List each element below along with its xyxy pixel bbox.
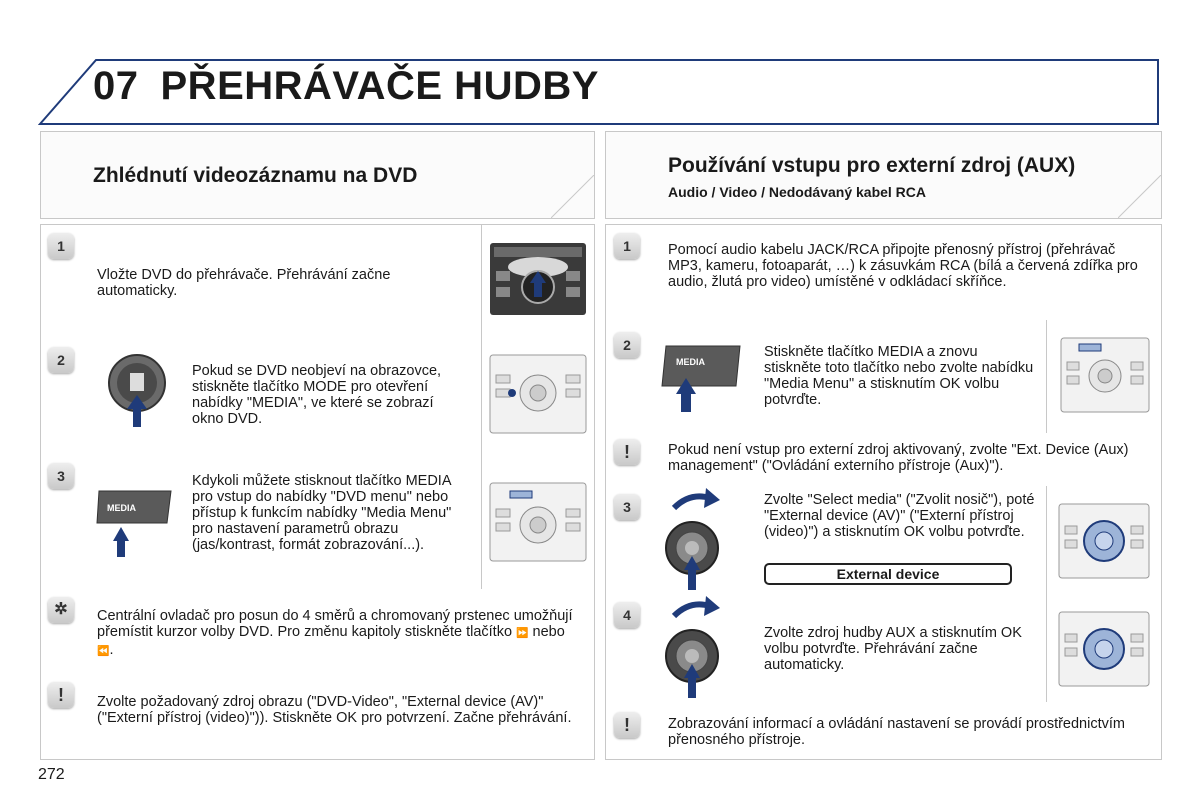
radio-panel-icon [1047, 486, 1161, 594]
radio-media-illustration [481, 453, 594, 589]
radio-eject-icon [482, 225, 594, 336]
page-number: 272 [38, 766, 65, 783]
radio-media-illustration [1046, 320, 1161, 433]
step-text: Pomocí audio kabelu JACK/RCA připojte přenosný přístroj (přehrávač MP3, kameru, fotoaparát, …) k zásuvkám RCA (bílá a červená zdířka pro audio, žlutá pro video) umístěné v odkládací skříňce. [668, 242, 1138, 290]
step-badge: 3 [48, 463, 74, 489]
right-step-2 [605, 320, 1162, 434]
radio-panel-icon [1047, 594, 1161, 702]
step-text: Pokud se DVD neobjeví na obrazovce, stiskněte tlačítko MODE pro otevření nabídky "MEDIA", ve které se zobrazí okno DVD. [192, 363, 442, 427]
radio-panel-icon [482, 335, 594, 453]
step-text: Zvolte "Select media" ("Zvolit nosič"), poté "External device (AV)" ("Externí přístroj (video)") a stisknutím OK volbu potvrďte. [764, 492, 1035, 540]
step-text: Kdykoli můžete stisknout tlačítko MEDIA pro vstup do nabídky "DVD menu" nebo přístup k funkcím nabídky "Media Menu" pro nastavení parametrů obrazu (jas/kontrast, formát zobrazování...). [192, 473, 452, 553]
step-badge: 1 [614, 233, 640, 259]
warning-icon: ! [614, 712, 640, 738]
media-button-icon [95, 489, 175, 559]
header-corner-decoration [551, 175, 594, 218]
mode-button-icon [105, 347, 175, 431]
right-section-title: Používání vstupu pro externí zdroj (AUX) [668, 154, 1076, 177]
right-step-3 [605, 486, 1162, 595]
step-text: Stiskněte tlačítko MEDIA a znovu stiskněte toto tlačítko nebo zvolte nabídku "Media Menu" a stisknutím OK volbu potvrďte. [764, 344, 1034, 408]
media-button-icon [660, 344, 744, 414]
radio-panel-icon [482, 453, 594, 589]
right-warning-1 [605, 433, 1162, 487]
step-badge: 1 [48, 233, 74, 259]
media-button-label: MEDIA [676, 357, 705, 367]
radio-mode-illustration [481, 335, 594, 453]
left-warning [40, 670, 595, 760]
tip-text-part: Centrální ovladač pro posun do 4 směrů a chromovaný prstenec umožňují přemístit kurzor volby DVD. Pro změnu kapitoly stiskněte tlačítko [97, 608, 573, 640]
warning-icon: ! [614, 439, 640, 465]
step-badge: 3 [614, 494, 640, 520]
left-step-3 [40, 453, 595, 590]
warning-text: Zobrazování informací a ovládání nastavení se provádí prostřednictvím přenosného přístroje. [668, 716, 1125, 748]
warning-icon: ! [48, 682, 74, 708]
tip-text-part: . [109, 642, 114, 658]
tip-sun-icon: ✲ [48, 597, 74, 623]
right-section-subtitle: Audio / Video / Nedodávaný kabel RCA [668, 184, 927, 200]
step-text: Zvolte zdroj hudby AUX a stisknutím OK volbu potvrďte. Přehrávání začne automaticky. [764, 625, 1022, 673]
step-badge: 2 [48, 347, 74, 373]
tip-text [97, 608, 582, 660]
warning-text: Zvolte požadovaný zdroj obrazu ("DVD-Video", "External device (AV)" ("Externí přístroj (video)")). Stiskněte OK pro potvrzení. Začne přehrávání. [97, 694, 572, 726]
left-tip [40, 589, 595, 671]
radio-eject-illustration [481, 225, 594, 336]
right-step-4 [605, 594, 1162, 703]
chapter-name: PŘEHRÁVAČE HUDBY [160, 64, 599, 108]
left-step-1 [40, 224, 595, 337]
right-section-header [605, 131, 1162, 219]
left-section-header [40, 131, 595, 219]
chapter-title [93, 64, 599, 109]
media-button-label: MEDIA [107, 503, 136, 513]
external-device-menu-item[interactable]: External device [764, 563, 1012, 585]
chapter-number: 07 [93, 64, 139, 108]
radio-knob-illustration [1046, 486, 1161, 594]
right-warning-2 [605, 702, 1162, 760]
forward-icon: ⏩ [516, 628, 529, 639]
step-badge: 4 [614, 602, 640, 628]
radio-knob-illustration [1046, 594, 1161, 702]
right-step-1 [605, 224, 1162, 322]
rotary-knob-icon [660, 486, 744, 592]
rotary-knob-icon [660, 594, 744, 700]
left-section-title: Zhlédnutí videozáznamu na DVD [93, 164, 418, 187]
left-step-2 [40, 335, 595, 454]
step-text: Vložte DVD do přehrávače. Přehrávání začne automaticky. [97, 267, 391, 299]
radio-panel-icon [1047, 320, 1161, 433]
back-icon: ⏪ [97, 646, 110, 657]
warning-text: Pokud není vstup pro externí zdroj aktivovaný, zvolte "Ext. Device (Aux) management" ("Ovládání externího přístroje (Aux)"). [668, 442, 1129, 474]
header-corner-decoration [1118, 175, 1161, 218]
step-badge: 2 [614, 332, 640, 358]
tip-text-part: nebo [532, 624, 565, 640]
